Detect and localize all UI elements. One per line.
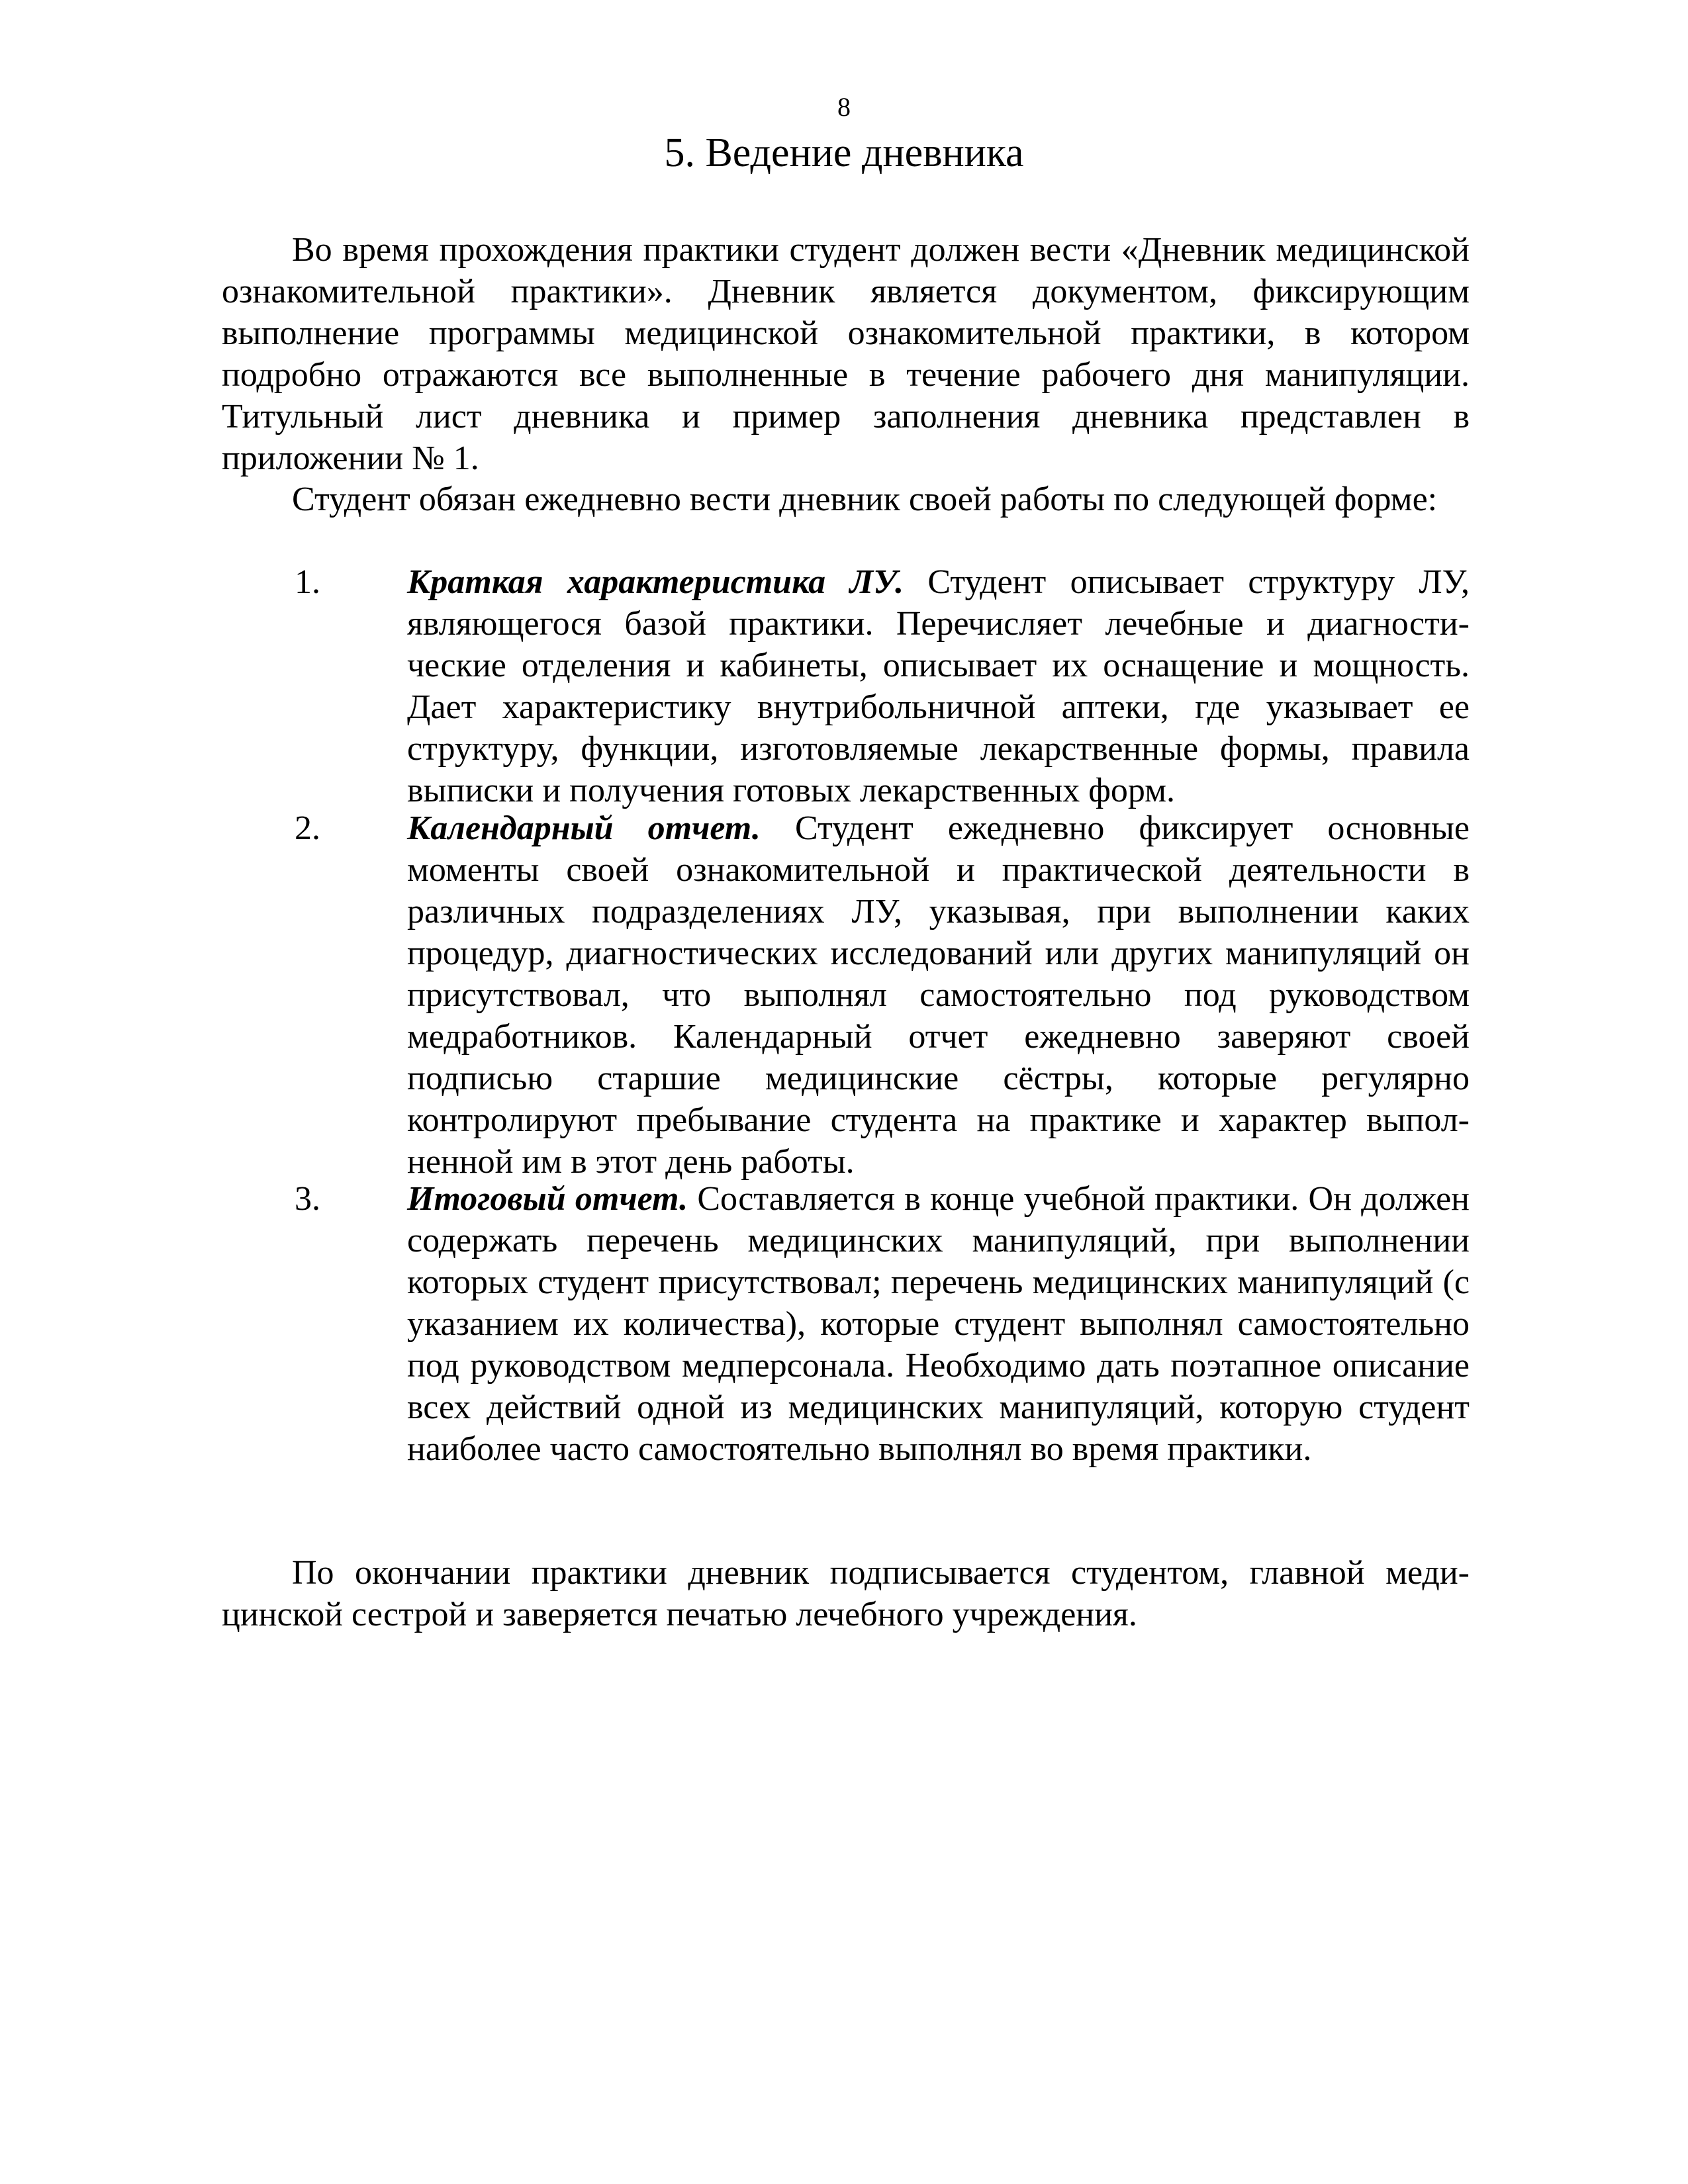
- list-item-body: Студент ежедневно фиксирует основные моменты своей ознакомительной и практической деятельности в различных подразделениях ЛУ, указывая, при выполнении каких процедур, диагностических исследований или других манипуляций он присутствовал, что выполнял самостоятельно под руководством медработников. Календарный отчет ежедневно заверяют своей подписью старшие медицинские сёстры, которые регулярно контролируют пребывание студента на практике и характер выполненной им в этот день работы.: [407, 809, 1470, 1181]
- closing-paragraph: По окончании практики дневник подписывается студентом, главной медицинской сестрой и заверяется печатью лечебного учреждения.: [222, 1554, 1470, 1633]
- list-item-text: [407, 561, 1470, 811]
- page-number: 8: [837, 92, 851, 122]
- intro-paragraph: Во время прохождения практики студент должен вести «Дневник медицинской ознакомительной практики». Дневник является документом, фиксирующим выполнение программы медицинской ознакомительной практики, в котором подробно отражаются все выполненные в течение рабочего дня манипуляции. Титульный лист дневника и пример заполнения дневника представлен в приложении № 1.: [222, 231, 1470, 477]
- list-item-lead: Итоговый отчет.: [407, 1180, 688, 1218]
- closing-paragraph-block: [222, 1552, 1470, 1635]
- form-intro-paragraph: Студент обязан ежедневно вести дневник своей работы по следующей форме:: [292, 480, 1438, 518]
- list-item-text: [407, 1178, 1470, 1470]
- form-intro-paragraph-block: [222, 478, 1470, 520]
- list-item: [222, 807, 1470, 1183]
- list-item-number: 1.: [295, 563, 320, 601]
- intro-paragraph-block: [222, 229, 1470, 479]
- list-item: [222, 561, 1470, 811]
- list-item-number: 2.: [295, 809, 320, 847]
- list-item-number: 3.: [295, 1180, 320, 1218]
- list-item: [222, 1178, 1470, 1470]
- list-item-text: [407, 807, 1470, 1183]
- list-item-body: Составляется в конце учебной практики. Он должен содержать перечень медицинских манипуляций, при выполнении которых студент присутствовал; перечень медицинских манипуляций (с указанием их количества), которые студент выполнял самостоятельно под руководством медперсонала. Необходимо дать поэтапное описание всех действий одной из медицинских манипуляций, которую студент наиболее часто самостоятельно выполнял во время практики.: [407, 1180, 1470, 1468]
- list-item-lead: Календарный отчет.: [407, 809, 761, 847]
- list-item-lead: Краткая характеристика ЛУ.: [407, 563, 904, 601]
- section-title: 5. Ведение дневника: [664, 130, 1024, 175]
- list-item-body: Студент описывает структуру ЛУ, являющегося базой практики. Перечисляет лечебные и диагностические отделения и кабинеты, описывает их оснащение и мощность. Дает характеристику внутрибольничной аптеки, где указывает ее структуру, функции, изготовляемые лекарственные формы, правила выписки и получения готовых лекарственных форм.: [407, 563, 1470, 809]
